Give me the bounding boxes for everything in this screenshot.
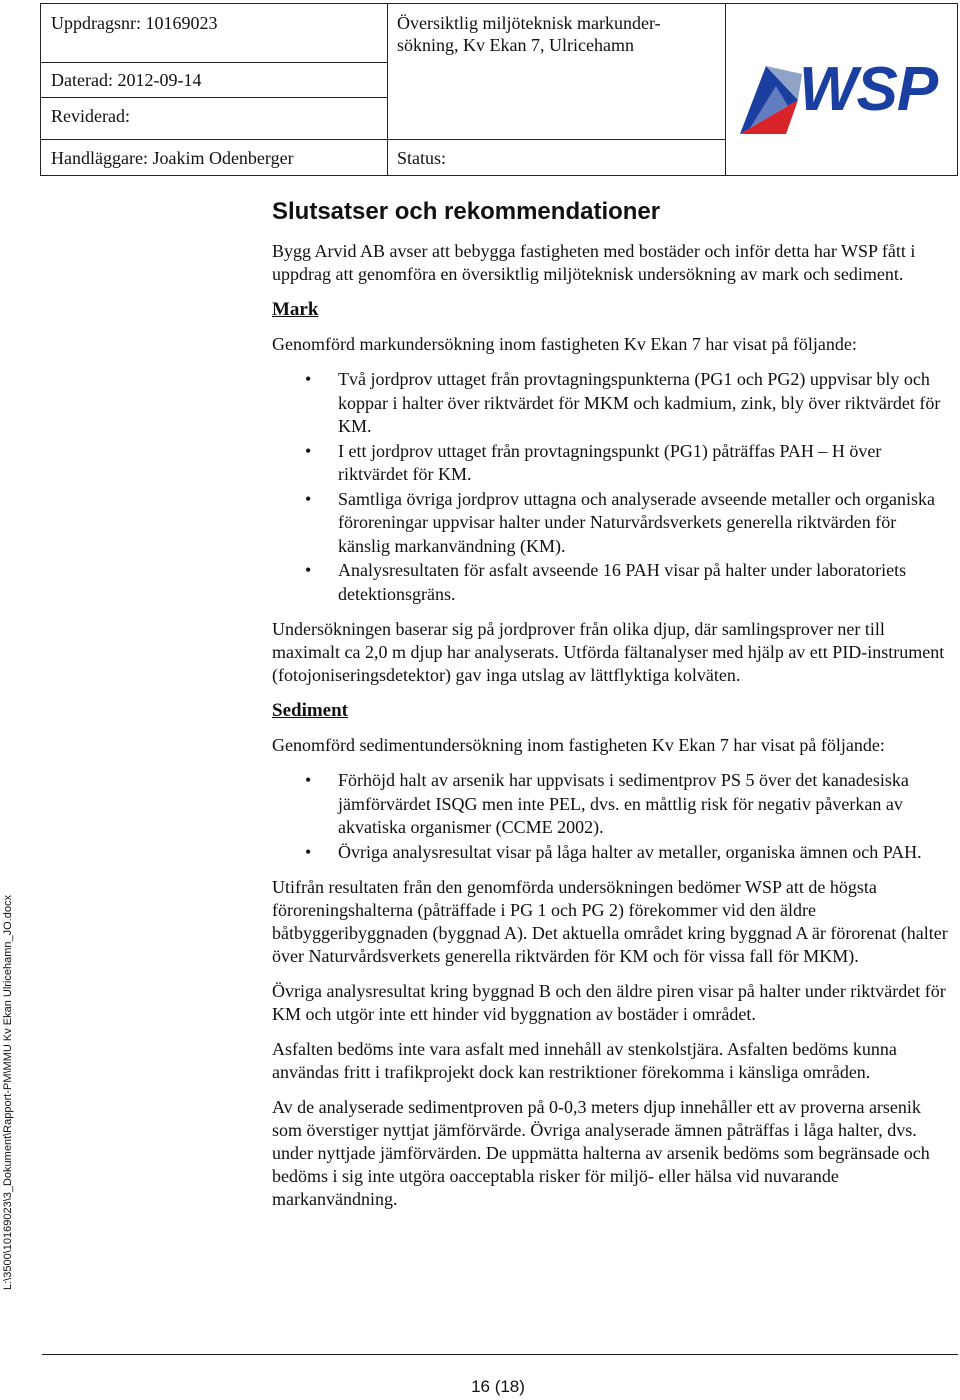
page-number: 16 (18)	[471, 1377, 525, 1396]
bullet-icon: •	[305, 841, 312, 862]
document-title-line1: Översiktlig miljöteknisk markunder-	[397, 13, 661, 33]
footer-divider	[42, 1354, 958, 1355]
sediment-findings-list	[272, 769, 952, 864]
bullet-icon: •	[305, 440, 312, 461]
mark-heading: Mark	[272, 299, 319, 320]
file-path-margin: L:\3500\10169023\3_Dokument\Rapport-PM\MMU Kv Ekan Ulricehamn_JO.docx	[2, 895, 14, 1290]
wsp-logo	[736, 56, 951, 140]
status-field: Status:	[397, 148, 447, 168]
bullet-icon: •	[305, 770, 312, 790]
conclusion-paragraph: Asfalten bedöms inte vara asfalt med innehåll av stenkolstjära. Asfalten bedöms kunna användas fritt i trafikprojekt dock kan restriktioner förekomma i känsliga områden.	[272, 1039, 897, 1082]
wsp-logo-text: WSP	[799, 56, 938, 124]
conclusion-paragraph: Utifrån resultaten från den genomförda undersökningen bedömer WSP att de högsta föroreningshalterna (påträffade i PG 1 och PG 2) förekommer vid den äldre båtbyggeribyggnaden (byggnad A). Det aktuella området kring byggnad A är förorenat (halter över Naturvårdsverkets generella riktvärden för KM och för vissa fall för MKM).	[272, 877, 948, 966]
bullet-icon: •	[305, 560, 312, 580]
list-item: • I ett jordprov uttaget från provtagningspunkt (PG1) påträffas PAH – H över riktvärdet för KM.	[305, 440, 882, 484]
mark-findings-list	[272, 368, 952, 606]
list-item: • Analysresultaten för asfalt avseende 16 PAH visar på halter under laboratoriets detektionsgräns.	[305, 560, 907, 604]
conclusion-paragraph: Av de analyserade sedimentproven på 0-0,3 meters djup innehåller ett av proverna arsenik som överstiger nyttjat jämförvärde. Övriga analyserade ämnen påträffas i låga halter, dvs. under nyttjade jämförvärden. De uppmätta halterna av arsenik bedöms som begränsade och bedöms i sig inte utgöra oacceptabla risker för miljö- eller hälsa vid nuvarande markanvändning.	[272, 1097, 930, 1209]
handler-field: Handläggare: Joakim Odenberger	[51, 148, 294, 168]
header-divider	[41, 97, 387, 98]
date-field: Daterad: 2012-09-14	[51, 70, 202, 90]
header-divider	[41, 62, 387, 63]
revised-field: Reviderad:	[51, 106, 130, 126]
conclusion-paragraph: Övriga analysresultat kring byggnad B och den äldre piren visar på halter under riktvärdet för KM och utgör inte ett hinder vid byggnation av bostäder i området.	[272, 981, 946, 1024]
document-title-line2: sökning, Kv Ekan 7, Ulricehamn	[397, 35, 634, 55]
list-item: • Samtliga övriga jordprov uttagna och analyserade avseende metaller och organiska föroreningar uppvisar halter under Naturvårdsverkets generella riktvärden för känslig markanvändning (KM).	[305, 488, 935, 556]
mark-lead-paragraph: Genomförd markundersökning inom fastigheten Kv Ekan 7 har visat på följande:	[272, 334, 857, 354]
bullet-icon: •	[305, 488, 312, 509]
header-divider	[725, 4, 726, 175]
bullet-icon: •	[305, 369, 312, 389]
document-header	[40, 3, 958, 176]
document-title	[387, 12, 725, 56]
main-content	[272, 196, 952, 1223]
list-item: • Övriga analysresultat visar på låga halter av metaller, organiska ämnen och PAH.	[272, 841, 952, 865]
assignment-number: Uppdragsnr: 10169023	[51, 13, 218, 33]
list-item: • Två jordprov uttaget från provtagningspunkterna (PG1 och PG2) uppvisar bly och koppar i halter över riktvärdet för MKM och kadmium, zink, bly över riktvärdet för KM.	[305, 369, 941, 436]
mark-summary-paragraph: Undersökningen baserar sig på jordprover från olika djup, där samlingsprover ner till maximalt ca 2,0 m djup har analyserats. Utförda fältanalyser med hjälp av ett PID-instrument (fotojoniseringsdetektor) gav inga utslag av lättflyktiga kolväten.	[272, 619, 945, 685]
sediment-heading: Sediment	[272, 700, 348, 721]
header-divider	[41, 139, 725, 140]
sediment-lead-paragraph: Genomförd sedimentundersökning inom fastigheten Kv Ekan 7 har visat på följande:	[272, 735, 885, 755]
section-title: Slutsatser och rekommendationer	[272, 198, 661, 225]
intro-paragraph: Bygg Arvid AB avser att bebygga fastigheten med bostäder och inför detta har WSP fått i uppdrag att genomföra en översiktlig miljöteknisk undersökning av mark och sediment.	[272, 241, 916, 284]
list-item: • Förhöjd halt av arsenik har uppvisats i sedimentprov PS 5 över det kanadesiska jämförvärdet ISQG men inte PEL, dvs. en måttlig risk för negativ påverkan av akvatiska organismer (CCME 2002).	[305, 770, 909, 837]
